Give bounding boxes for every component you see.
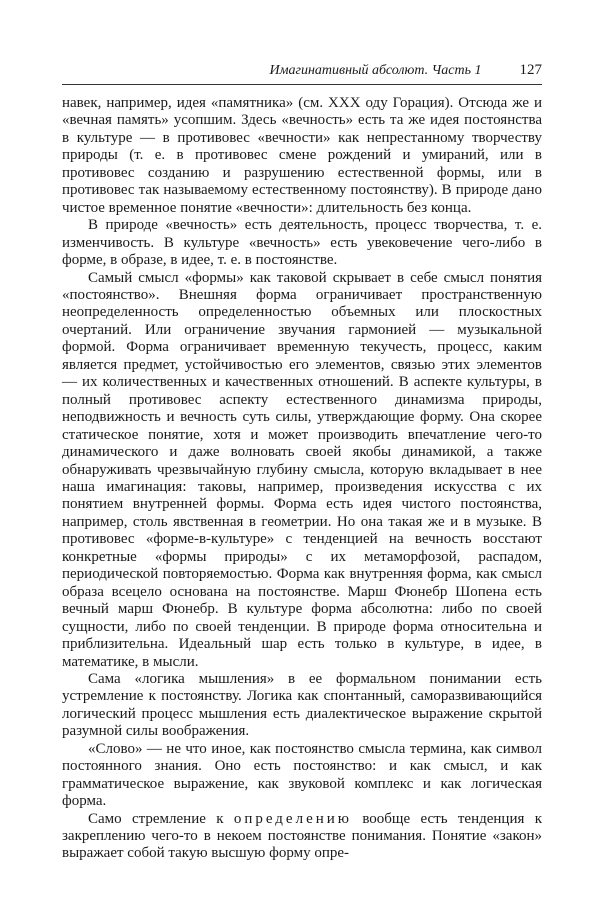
paragraph: Самый смысл «формы» как таковой скрывает в себе смысл понятия «постоянство». Внешняя форма ограничивает пространственную неопределенность определенностью объемных или плоскостных очертаний. Или ограничение звучания гармонией — музыкальной формой. Форма ограничивает временную текучесть, процесс, каким является предмет, устойчивостью его элементов, связью этих элементов — их количественных и качественных отношений. В аспекте культуры, в полный противовес аспекту естественного динамизма природы, неподвижность и вечность суть силы, утверждающие форму. Она скорее статическое понятие, хотя и может производить впечатление чего-то динамического и даже волновать своей якобы динамикой, а также обнаруживать чрезвычайную глубину смысла, которую вкладывает в нее наша имагинация: таковы, например, произведения искусства с их понятием внутренней формы. Форма есть идея чистого постоянства, например, столь явственная в геометрии. Но она такая же и в музыке. В противовес «форме-в-культуре» с тенденцией на вечность восстают конкретные «формы природы» с их метаморфозой, распадом, периодической повторяемостью. Форма как внутренняя форма, как смысл образа всецело основана на постоянстве. Марш Фюнебр Шопена есть вечный марш Фюнебр. В культуре форма абсолютна: либо по своей сущности, либо по своей тенденции. В природе форма относительна и приблизительна. Идеальный шар есть только в культуре, в идее, в математике, в мысли. xyxy=(62,269,542,670)
paragraph: «Слово» — не что иное, как постоянство смысла термина, как символ постоянного знания. Оно есть постоянство: и как смысл, и как грамматическое выражение, как звуковой комплекс и как логическая форма. xyxy=(62,740,542,810)
running-title: Имагинативный абсолют. Часть 1 xyxy=(269,63,482,78)
book-page xyxy=(62,62,542,863)
paragraph: В природе «вечность» есть деятельность, процесс творчества, т. е. изменчивость. В культуре «вечность» есть увековечение чего-либо в форме, в образе, в идее, т. е. в постоянстве. xyxy=(62,217,542,269)
emphasized-word: определению xyxy=(233,810,352,827)
paragraph xyxy=(62,811,542,863)
page-number: 127 xyxy=(519,62,542,78)
running-header xyxy=(62,62,542,85)
text-run: Само стремление к xyxy=(88,810,234,827)
text-run: вообще есть тенденция к закреплению чего-то в некоем постоянстве понимания. Понятие «закон» выражает собой такую высшую форму опре- xyxy=(62,810,542,862)
paragraph: Сама «логика мышления» в ее формальном понимании есть устремление к постоянству. Логика как спонтанный, саморазвивающийся логический процесс мышления есть диалектическое выражение скрытой разумной силы воображения. xyxy=(62,670,542,740)
paragraph-continued: навек, например, идея «памятника» (см. XXX оду Горация). Отсюда же и «вечная память» усопшим. Здесь «вечность» есть та же идея постоянства в культуре — в противовес «вечности» как непрестанному творчеству природы (т. е. в противовес смене рождений и умираний, или в противовес созданию и разрушению естественной формы, или в противовес так называемому естественному постоянству). В природе дано чистое временное понятие «вечности»: длительность без конца. xyxy=(62,95,542,216)
